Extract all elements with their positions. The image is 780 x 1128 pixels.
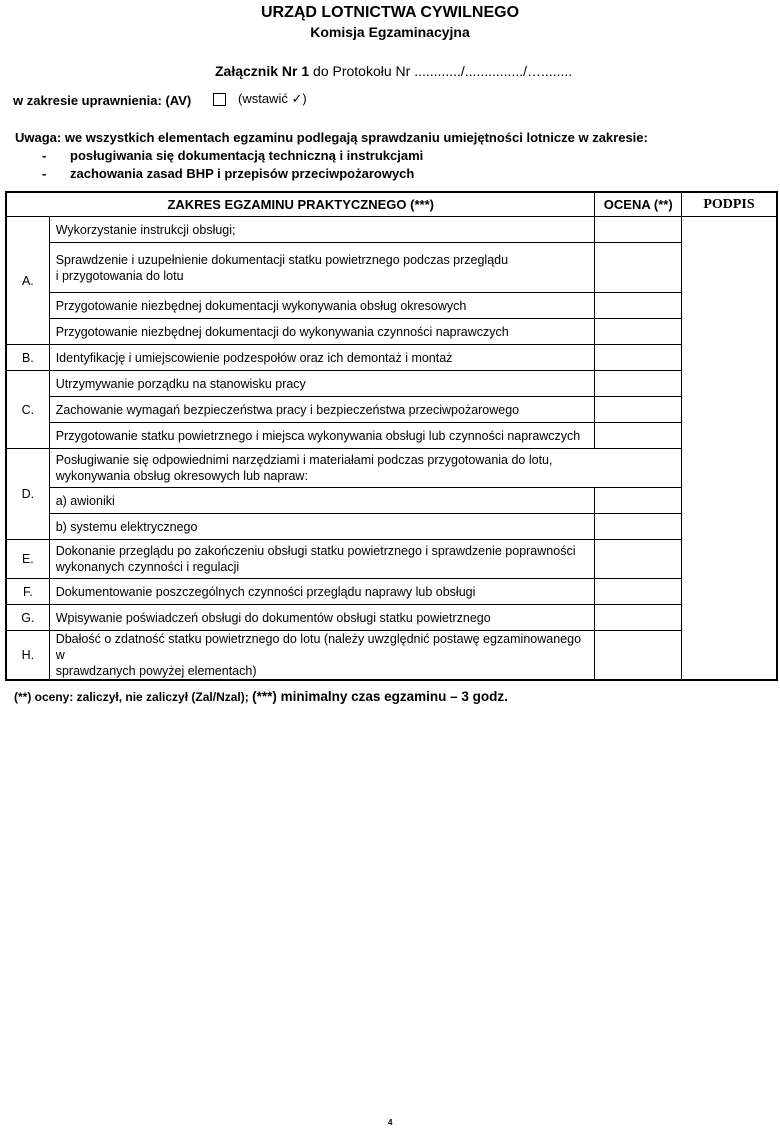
scope-checkbox[interactable]: [213, 93, 226, 106]
section-label-a: A.: [6, 217, 49, 345]
bullet-text: posługiwania się dokumentacją techniczną i instrukcjami: [70, 148, 424, 163]
grade-cell[interactable]: [595, 540, 682, 579]
item-text: [49, 631, 595, 681]
header-signature: PODPIS: [682, 192, 778, 217]
item-text: b) systemu elektrycznego: [49, 514, 595, 540]
item-line: i przygotowania do lotu: [55, 268, 184, 283]
section-label-c: C.: [6, 371, 49, 449]
item-text: a) awioniki: [49, 488, 595, 514]
table-header-row: [6, 192, 777, 217]
grade-cell[interactable]: [595, 243, 682, 293]
bullet-dash: -: [42, 148, 47, 163]
page-number: 4: [388, 1118, 393, 1127]
table-row: [6, 631, 777, 681]
table-row: [6, 605, 777, 631]
grade-cell[interactable]: [595, 579, 682, 605]
item-line: Dokonanie przeglądu po zakończeniu obsługi statku powietrznego i sprawdzenie poprawności: [55, 544, 576, 558]
table-row: [6, 423, 777, 449]
bullet-dash: -: [42, 166, 47, 181]
item-line: sprawdzanych powyżej elementach): [55, 664, 257, 678]
footnote-time: (***) minimalny czas egzaminu – 3 godz.: [252, 689, 508, 704]
header-scope: ZAKRES EGZAMINU PRAKTYCZNEGO (***): [6, 192, 595, 217]
table-row: [6, 397, 777, 423]
document-subtitle: Komisja Egzaminacyjna: [310, 24, 470, 40]
exam-table: [5, 191, 778, 681]
signature-cell[interactable]: [682, 217, 778, 681]
note-intro: Uwaga: we wszystkich elementach egzaminu podlegają sprawdzaniu umiejętności lotnicze w zakresie:: [15, 130, 648, 145]
grade-cell[interactable]: [595, 371, 682, 397]
attachment-line: [215, 63, 572, 79]
table-row: [6, 319, 777, 345]
section-label-b: B.: [6, 345, 49, 371]
attachment-label: Załącznik Nr 1: [215, 63, 310, 79]
grade-cell[interactable]: [595, 514, 682, 540]
grade-cell[interactable]: [595, 488, 682, 514]
item-line: wykonanych czynności i regulacji: [55, 560, 240, 574]
grade-cell[interactable]: [595, 423, 682, 449]
item-text: Przygotowanie statku powietrznego i miejsca wykonywania obsługi lub czynności naprawczych: [49, 423, 595, 449]
grade-cell[interactable]: [595, 293, 682, 319]
grade-cell[interactable]: [595, 397, 682, 423]
item-text: Utrzymywanie porządku na stanowisku pracy: [49, 371, 595, 397]
note-bullet: [42, 166, 414, 181]
checkbox-hint: (wstawić ✓): [238, 91, 307, 106]
table-row: [6, 488, 777, 514]
document-title: URZĄD LOTNICTWA CYWILNEGO: [260, 4, 520, 21]
table-row: [6, 345, 777, 371]
item-text: [49, 243, 595, 293]
table-row: [6, 243, 777, 293]
scope-checkbox-group: [213, 91, 307, 107]
table-row: [6, 449, 777, 488]
section-label-g: G.: [6, 605, 49, 631]
grade-cell[interactable]: [595, 217, 682, 243]
grade-cell[interactable]: [595, 605, 682, 631]
item-text: Dokumentowanie poszczególnych czynności przeglądu naprawy lub obsługi: [49, 579, 595, 605]
table-row: [6, 540, 777, 579]
footnote-grades: (**) oceny: zaliczył, nie zaliczył (Zal/Nzal);: [14, 690, 249, 704]
table-row: [6, 514, 777, 540]
section-label-h: H.: [6, 631, 49, 681]
item-text: Przygotowanie niezbędnej dokumentacji do wykonywania czynności naprawczych: [49, 319, 595, 345]
table-row: [6, 371, 777, 397]
protocol-number: do Protokołu Nr ............/.............../…........: [309, 63, 573, 79]
item-text: Identyfikację i umiejscowienie podzespołów oraz ich demontaż i montaż: [49, 345, 595, 371]
item-line: Posługiwanie się odpowiednimi narzędziami i materiałami podczas przygotowania do lotu,: [55, 453, 553, 467]
item-text: Zachowanie wymagań bezpieczeństwa pracy i bezpieczeństwa przeciwpożarowego: [49, 397, 595, 423]
note-bullet: [42, 148, 423, 163]
header-grade: OCENA (**): [595, 192, 682, 217]
footnote: [14, 689, 508, 704]
grade-cell[interactable]: [595, 631, 682, 681]
item-line: Dbałość o zdatność statku powietrznego do lotu (należy uwzględnić postawę egzaminowanego w: [55, 632, 582, 662]
item-line: wykonywania obsług okresowych lub napraw:: [55, 469, 308, 483]
section-label-d: D.: [6, 449, 49, 540]
grade-cell[interactable]: [595, 319, 682, 345]
section-label-f: F.: [6, 579, 49, 605]
bullet-text: zachowania zasad BHP i przepisów przeciwpożarowych: [70, 166, 415, 181]
grade-cell[interactable]: [595, 345, 682, 371]
item-text: [49, 540, 595, 579]
item-text: Przygotowanie niezbędnej dokumentacji wykonywania obsług okresowych: [49, 293, 595, 319]
item-text: [49, 449, 681, 488]
table-row: [6, 579, 777, 605]
item-text: Wpisywanie poświadczeń obsługi do dokumentów obsługi statku powietrznego: [49, 605, 595, 631]
section-label-e: E.: [6, 540, 49, 579]
scope-label: w zakresie uprawnienia: (AV): [13, 93, 192, 108]
table-row: [6, 217, 777, 243]
item-line: Sprawdzenie i uzupełnienie dokumentacji statku powietrznego podczas przeglądu: [55, 252, 509, 267]
item-text: Wykorzystanie instrukcji obsługi;: [49, 217, 595, 243]
table-row: [6, 293, 777, 319]
